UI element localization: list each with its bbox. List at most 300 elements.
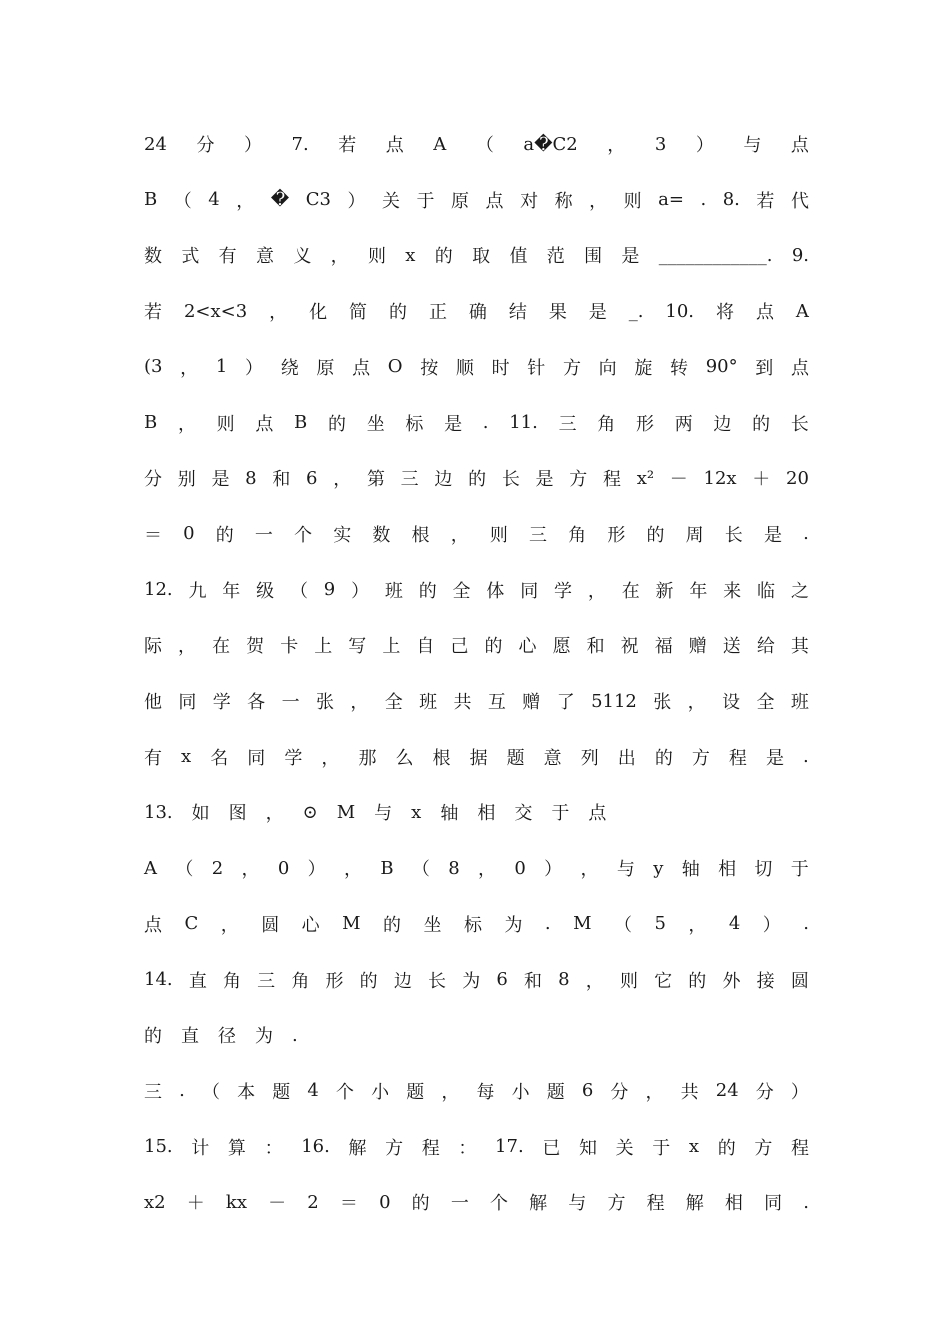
text-token: 是 [621, 246, 640, 268]
text-token: 2 [307, 1191, 319, 1213]
text-token: . [179, 1080, 185, 1102]
text-token: ， [580, 859, 599, 881]
text-token: 程 [728, 747, 747, 769]
text-token: ⊙ [302, 801, 318, 823]
text-token: M [336, 801, 356, 823]
text-token: _. [628, 300, 644, 322]
text-token: 分 [755, 1081, 774, 1103]
text-token: 的 [383, 914, 402, 936]
text-token: . [803, 1191, 809, 1213]
text-token: 张 [315, 692, 334, 713]
text-token: 福 [654, 636, 673, 658]
text-token: 绕 [280, 357, 299, 379]
text-token: － [669, 469, 688, 491]
text-token: 三 [400, 469, 419, 491]
text-token: 三 [529, 524, 548, 546]
text-token: 外 [722, 970, 741, 992]
text-token: ， [236, 190, 255, 212]
text-token: 点 [485, 190, 504, 212]
text-token: 的 [144, 1026, 162, 1048]
text-token: a= [658, 189, 684, 211]
text-token: 个 [489, 1193, 508, 1215]
text-token: 祝 [620, 636, 639, 658]
text-token: 的 [411, 1193, 430, 1215]
text-token: 一 [254, 524, 273, 546]
text-token: . [700, 189, 707, 211]
text-token: 分 [196, 135, 215, 156]
text-token: 围 [584, 246, 603, 268]
text-token: 0 [514, 857, 526, 879]
text-token: 程 [646, 1193, 665, 1215]
text-line-5 [144, 352, 809, 382]
text-token: 方 [754, 1137, 773, 1159]
text-token: 两 [674, 413, 693, 435]
text-token: 的 [688, 970, 707, 992]
text-token: 2<x<3 [183, 300, 248, 322]
text-token: 卡 [280, 636, 299, 658]
text-token: 原 [316, 357, 335, 379]
text-token: ： [458, 1137, 477, 1159]
text-token: 它 [654, 970, 673, 992]
text-token: 在 [621, 580, 640, 602]
text-token: 全 [452, 580, 471, 602]
text-token: 个 [294, 524, 313, 546]
text-token: 24 [715, 1080, 739, 1102]
text-line-19 [144, 1132, 809, 1162]
text-token: 径 [218, 1026, 236, 1048]
text-token: 与 [616, 859, 635, 881]
text-token: 17. [495, 1136, 524, 1158]
text-token: 共 [453, 692, 472, 713]
text-token: y [653, 857, 664, 879]
text-token: 每 [476, 1081, 495, 1103]
text-line-12 [144, 742, 809, 772]
text-token: 三 [558, 413, 577, 435]
text-token: 全 [756, 692, 775, 713]
text-token: 化 [309, 302, 328, 324]
text-token: 其 [790, 636, 809, 658]
text-token: ， [178, 636, 197, 658]
text-token: 2 [211, 857, 224, 879]
text-token: 张 [653, 692, 672, 713]
text-token: 的 [752, 413, 771, 435]
text-line-3 [144, 240, 809, 270]
text-token: （ [614, 914, 633, 936]
text-token: 际 [144, 636, 162, 658]
text-token: 15. [144, 1136, 173, 1158]
text-token: 交 [514, 803, 533, 825]
text-token: 圆 [261, 914, 280, 936]
text-token: 学 [554, 580, 573, 602]
text-token: 6 [581, 1080, 594, 1102]
text-token: 形 [607, 524, 626, 546]
text-token: 时 [491, 357, 510, 379]
text-token: 7. [291, 133, 309, 155]
text-line-18 [144, 1076, 809, 1106]
text-line-16 [144, 965, 809, 995]
text-token: 解 [348, 1137, 367, 1159]
text-token: 8. [722, 189, 740, 211]
text-token: ） [245, 357, 263, 379]
text-token: 向 [598, 357, 617, 379]
text-token: 若 [756, 190, 775, 212]
text-token: 是 [763, 524, 782, 546]
text-token: ） [544, 859, 563, 881]
text-token: ， [241, 859, 260, 881]
text-token: 值 [509, 246, 528, 268]
text-token: 学 [212, 692, 231, 713]
text-token: 年 [222, 580, 241, 602]
text-token: 己 [450, 636, 469, 658]
text-line-13 [144, 797, 809, 827]
text-token: 的 [484, 636, 503, 658]
text-token: 上 [382, 636, 401, 658]
text-token: 班 [384, 580, 403, 602]
text-token: x² [636, 467, 655, 489]
text-token: 于 [551, 803, 570, 825]
text-token: 12. [144, 579, 173, 601]
text-token: 则 [489, 524, 508, 546]
text-token: 接 [756, 970, 775, 992]
text-token: ， [343, 859, 362, 881]
text-token: 同 [764, 1193, 783, 1215]
text-token: ， [688, 914, 707, 936]
text-token: 名 [210, 747, 229, 769]
text-token: 6 [496, 969, 508, 990]
text-token: 根 [432, 747, 451, 769]
text-token: 旋 [634, 357, 653, 379]
text-token: x [411, 801, 422, 823]
text-line-1 [144, 129, 809, 159]
text-token: ） [347, 190, 366, 212]
text-token: 一 [450, 1193, 469, 1215]
text-token: 年 [689, 580, 708, 602]
text-token: 简 [349, 302, 368, 324]
text-token: 算 [227, 1137, 246, 1159]
text-token: 心 [301, 914, 320, 936]
text-token: 写 [348, 636, 367, 658]
text-line-14 [144, 853, 809, 883]
text-token: ， [177, 413, 196, 435]
text-token: ， [441, 1081, 460, 1103]
text-token: 的 [215, 524, 234, 546]
text-token: 90° [705, 356, 738, 378]
text-token: 点 [790, 357, 809, 379]
text-token: ） [790, 1081, 809, 1103]
text-token: 长 [428, 970, 447, 992]
text-line-11 [144, 686, 809, 716]
text-token: 程 [790, 1137, 809, 1159]
text-token: 第 [366, 469, 385, 491]
text-token: 的 [717, 1137, 736, 1159]
text-token: 的 [434, 246, 453, 268]
text-token: 则 [367, 246, 386, 268]
text-token: 赠 [688, 636, 707, 658]
text-token: B [144, 412, 158, 433]
text-token: 方 [569, 469, 588, 491]
text-token: 有 [144, 747, 162, 769]
text-token: 20 [786, 467, 809, 489]
text-token: 取 [472, 246, 491, 268]
text-token: 0 [183, 523, 195, 545]
text-token: 题 [406, 1081, 425, 1103]
text-token: 解 [529, 1193, 548, 1215]
text-token: ， [321, 747, 340, 769]
text-token: 对 [520, 190, 539, 212]
text-token: 边 [713, 413, 732, 435]
text-token: 角 [222, 970, 241, 992]
text-token: 么 [395, 747, 414, 769]
text-token: 14. [144, 969, 173, 990]
text-token: 范 [546, 246, 565, 268]
text-token: 临 [757, 580, 775, 602]
text-token: 长 [790, 413, 809, 435]
text-token: 针 [527, 357, 546, 379]
text-token: （ [289, 580, 308, 602]
text-token: 同 [247, 747, 266, 769]
text-token: 角 [568, 524, 587, 546]
text-token: 4 [208, 189, 220, 211]
text-token: 那 [358, 747, 377, 769]
text-token: 意 [255, 246, 274, 268]
text-token: ， [330, 246, 349, 268]
text-token: 是 [535, 469, 554, 491]
text-token: 16. [301, 1136, 330, 1158]
text-token: （ [201, 1081, 220, 1103]
text-token: 标 [463, 914, 482, 936]
text-token: 愿 [552, 636, 571, 658]
text-token: 于 [790, 859, 809, 881]
text-token: 本 [237, 1081, 256, 1103]
text-token: 5112 [591, 690, 637, 712]
text-token: 0 [379, 1191, 391, 1213]
text-line-20 [144, 1187, 809, 1217]
text-token: 数 [144, 246, 162, 268]
text-token: 坐 [366, 413, 385, 435]
text-token: 1 [215, 356, 228, 378]
text-token: ＋ [186, 1193, 205, 1215]
text-token: ） [243, 135, 262, 156]
text-token: 角 [597, 413, 616, 435]
text-token: 列 [580, 747, 599, 769]
text-token: 5 [654, 913, 666, 935]
text-token: 三 [257, 970, 276, 992]
text-token: 形 [325, 970, 344, 992]
text-token: 0 [277, 857, 290, 879]
text-token: 三 [144, 1081, 162, 1103]
text-token: 的 [468, 469, 487, 491]
text-token: B [144, 189, 158, 211]
text-line-4 [144, 296, 809, 326]
text-token: x2 [144, 1191, 166, 1213]
text-token: 如 [191, 803, 210, 825]
text-token: 将 [716, 302, 734, 324]
text-token: 图 [228, 803, 247, 825]
text-token: ， [607, 135, 626, 156]
text-token: . [803, 523, 809, 545]
text-token: O [387, 356, 403, 378]
text-token: 实 [333, 524, 352, 546]
text-token: B [294, 412, 308, 433]
text-token: 同 [520, 580, 539, 602]
text-token: （ [175, 859, 194, 881]
text-token: 点 [790, 135, 809, 156]
text-token: 方 [607, 1193, 626, 1215]
text-token: 9 [323, 579, 336, 601]
text-token: 6 [306, 467, 318, 489]
text-token: 各 [247, 692, 266, 713]
text-token: 级 [256, 580, 275, 602]
text-token: 别 [177, 469, 196, 491]
text-token: A [144, 857, 157, 879]
text-token: 共 [680, 1081, 699, 1103]
text-token: ， [220, 914, 239, 936]
text-token: 长 [724, 524, 743, 546]
text-token: 和 [586, 636, 605, 658]
text-line-9 [144, 575, 809, 605]
text-token: 直 [188, 970, 207, 992]
text-token: 转 [670, 357, 689, 379]
text-token: 边 [434, 469, 453, 491]
text-token: － [268, 1193, 287, 1215]
text-token: 方 [691, 747, 710, 769]
text-token: 周 [685, 524, 704, 546]
text-token: 原 [451, 190, 470, 212]
text-token: 出 [617, 747, 636, 769]
text-line-7 [144, 463, 809, 493]
text-token: 称 [554, 190, 573, 212]
text-token: ， [478, 859, 497, 881]
text-token: . [482, 412, 489, 433]
text-token: 小 [371, 1081, 390, 1103]
text-token: 互 [487, 692, 506, 713]
text-token: 关 [615, 1137, 634, 1159]
text-token: 数 [372, 524, 391, 546]
text-token: 自 [416, 636, 435, 658]
text-token: 和 [523, 970, 542, 992]
text-token: 为 [255, 1026, 273, 1048]
text-token: � [270, 189, 290, 211]
text-line-17 [144, 1020, 809, 1050]
text-token: 之 [790, 580, 809, 602]
text-line-6 [144, 408, 809, 438]
text-token: 确 [468, 302, 487, 324]
text-token: ） [762, 914, 781, 936]
text-token: 分 [610, 1081, 629, 1103]
text-token: 九 [188, 580, 207, 602]
text-token: 题 [546, 1081, 565, 1103]
text-token: 轴 [681, 859, 700, 881]
text-token: 有 [218, 246, 237, 268]
text-token: 形 [635, 413, 654, 435]
text-token: 式 [181, 246, 200, 268]
text-token: 方 [562, 357, 581, 379]
text-token: 的 [327, 413, 346, 435]
text-token: 来 [723, 580, 742, 602]
text-token: 9. [791, 244, 809, 266]
text-token: 全 [384, 692, 403, 713]
text-token: 了 [556, 692, 575, 713]
text-token: 相 [724, 1193, 743, 1215]
text-token: 学 [284, 747, 303, 769]
text-token: 新 [655, 580, 674, 602]
text-token: 班 [790, 692, 809, 713]
text-token: 若 [144, 302, 162, 324]
text-token: 给 [756, 636, 775, 658]
text-token: 的 [654, 747, 673, 769]
text-token: 点 [385, 135, 404, 156]
text-token: ， [265, 803, 284, 825]
text-token: 题 [506, 747, 525, 769]
text-line-10 [144, 630, 809, 660]
text-token: 到 [755, 357, 774, 379]
text-token: 个 [335, 1081, 354, 1103]
text-token: 据 [469, 747, 488, 769]
text-line-15 [144, 909, 809, 939]
text-token: 切 [754, 859, 773, 881]
text-line-2 [144, 185, 809, 215]
text-token: 点 [255, 413, 274, 435]
text-token: . [292, 1024, 298, 1046]
text-token: . [803, 913, 809, 935]
text-token: 4 [307, 1080, 319, 1102]
text-token: 13. [144, 801, 173, 823]
text-token: 3 [654, 133, 667, 155]
text-token: 10. [665, 300, 695, 322]
text-token: 的 [389, 302, 407, 324]
text-token: 为 [462, 970, 481, 992]
text-token: 送 [722, 636, 741, 658]
text-token: ） [695, 135, 714, 156]
text-token: C [184, 913, 199, 935]
text-token: 相 [718, 859, 737, 881]
text-token: 点 [755, 302, 774, 324]
text-token: ， [450, 524, 469, 546]
text-token: 标 [405, 413, 424, 435]
text-token: 题 [272, 1081, 291, 1103]
text-token: ， [589, 190, 608, 212]
text-token: 程 [421, 1137, 440, 1159]
text-token: 的 [418, 580, 437, 602]
text-token: 坐 [423, 914, 442, 936]
text-token: 为 [504, 914, 523, 936]
text-token: 的 [359, 970, 378, 992]
text-token: C3 [305, 189, 331, 211]
text-token: 小 [511, 1081, 530, 1103]
text-token: 与 [374, 803, 393, 825]
text-token: ＝ [339, 1193, 358, 1215]
text-token: ， [333, 469, 352, 491]
text-token: 则 [623, 190, 642, 212]
text-token: ， [180, 357, 199, 379]
text-token: 和 [272, 469, 291, 491]
text-token: 按 [420, 357, 439, 379]
text-token: 计 [191, 1137, 210, 1159]
text-token: 程 [602, 469, 621, 491]
text-token: 已 [542, 1137, 561, 1159]
text-token: 关 [382, 190, 400, 212]
text-token: ＝ [144, 524, 162, 546]
text-token: 则 [619, 970, 638, 992]
text-line-8 [144, 519, 809, 549]
text-token: 分 [144, 469, 162, 491]
text-token: A [795, 300, 809, 322]
text-token: 点 [144, 914, 162, 936]
text-token: ， [269, 302, 288, 324]
text-token: M [573, 913, 592, 935]
text-token: x [688, 1136, 700, 1158]
text-token: M [342, 913, 361, 935]
